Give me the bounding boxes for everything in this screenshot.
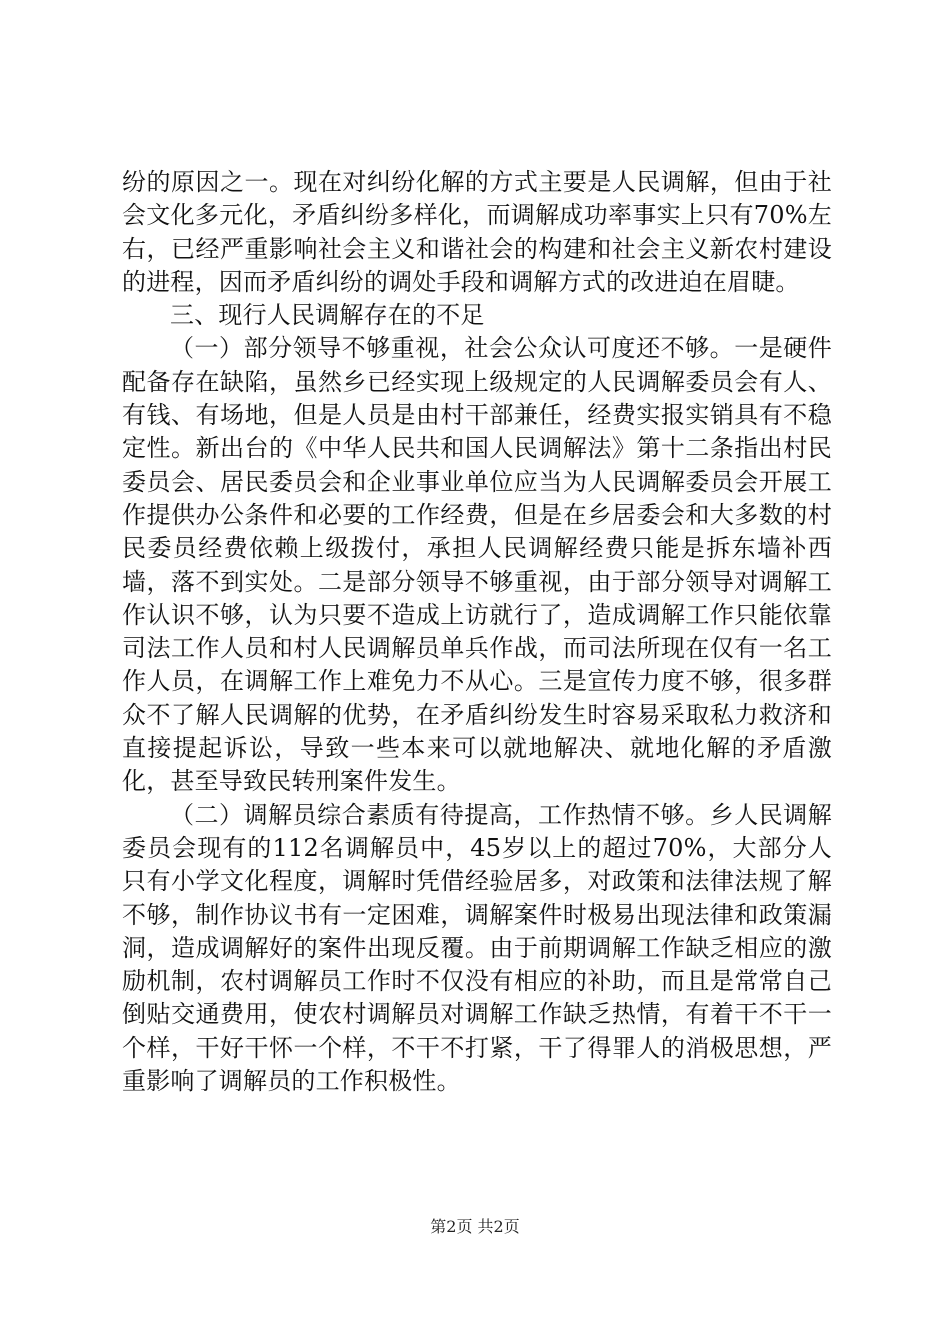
paragraph-continuation: 纷的原因之一。现在对纠纷化解的方式主要是人民调解，但由于社会文化多元化，矛盾纠纷多样化，而调解成功率事实上只有70%左右，已经严重影响社会主义和谐社会的构建和社会主义新农村建设的进程，因而矛盾纠纷的调处手段和调解方式的改进迫在眉睫。 [122,168,832,296]
paragraph-point-one: （一）部分领导不够重视，社会公众认可度还不够。一是硬件配备存在缺陷，虽然乡已经实现上级规定的人民调解委员会有人、有钱、有场地，但是人员是由村干部兼任，经费实报实销具有不稳定性。新出台的《中华人民共和国人民调解法》第十二条指出村民委员会、居民委员会和企业事业单位应当为人民调解委员会开展工作提供办公条件和必要的工作经费，但是在乡居委会和大多数的村民委员经费依赖上级拨付，承担人民调解经费只能是拆东墙补西墙，落不到实处。二是部分领导不够重视，由于部分领导对调解工作认识不够，认为只要不造成上访就行了，造成调解工作只能依靠司法工作人员和村人民调解员单兵作战，而司法所现在仅有一名工作人员，在调解工作上难免力不从心。三是宣传力度不够，很多群众不了解人民调解的优势，在矛盾纠纷发生时容易采取私力救济和直接提起诉讼，导致一些本来可以就地解决、就地化解的矛盾激化，甚至导致民转刑案件发生。 [122,334,832,796]
document-body [122,166,832,1098]
paragraph-point-two: （二）调解员综合素质有待提高，工作热情不够。乡人民调解委员会现有的112名调解员中，45岁以上的超过70%，大部分人只有小学文化程度，调解时凭借经验居多，对政策和法律法规了解不够，制作协议书有一定困难，调解案件时极易出现法律和政策漏洞，造成调解好的案件出现反覆。由于前期调解工作缺乏相应的激励机制，农村调解员工作时不仅没有相应的补助，而且是常常自己倒贴交通费用，使农村调解员对调解工作缺乏热情，有着干不干一个样，干好干怀一个样，不干不打紧，干了得罪人的消极思想，严重影响了调解员的工作积极性。 [122,800,832,1096]
page-number-footer: 第2页 共2页 [430,1217,520,1236]
section-heading: 三、现行人民调解存在的不足 [170,301,485,330]
